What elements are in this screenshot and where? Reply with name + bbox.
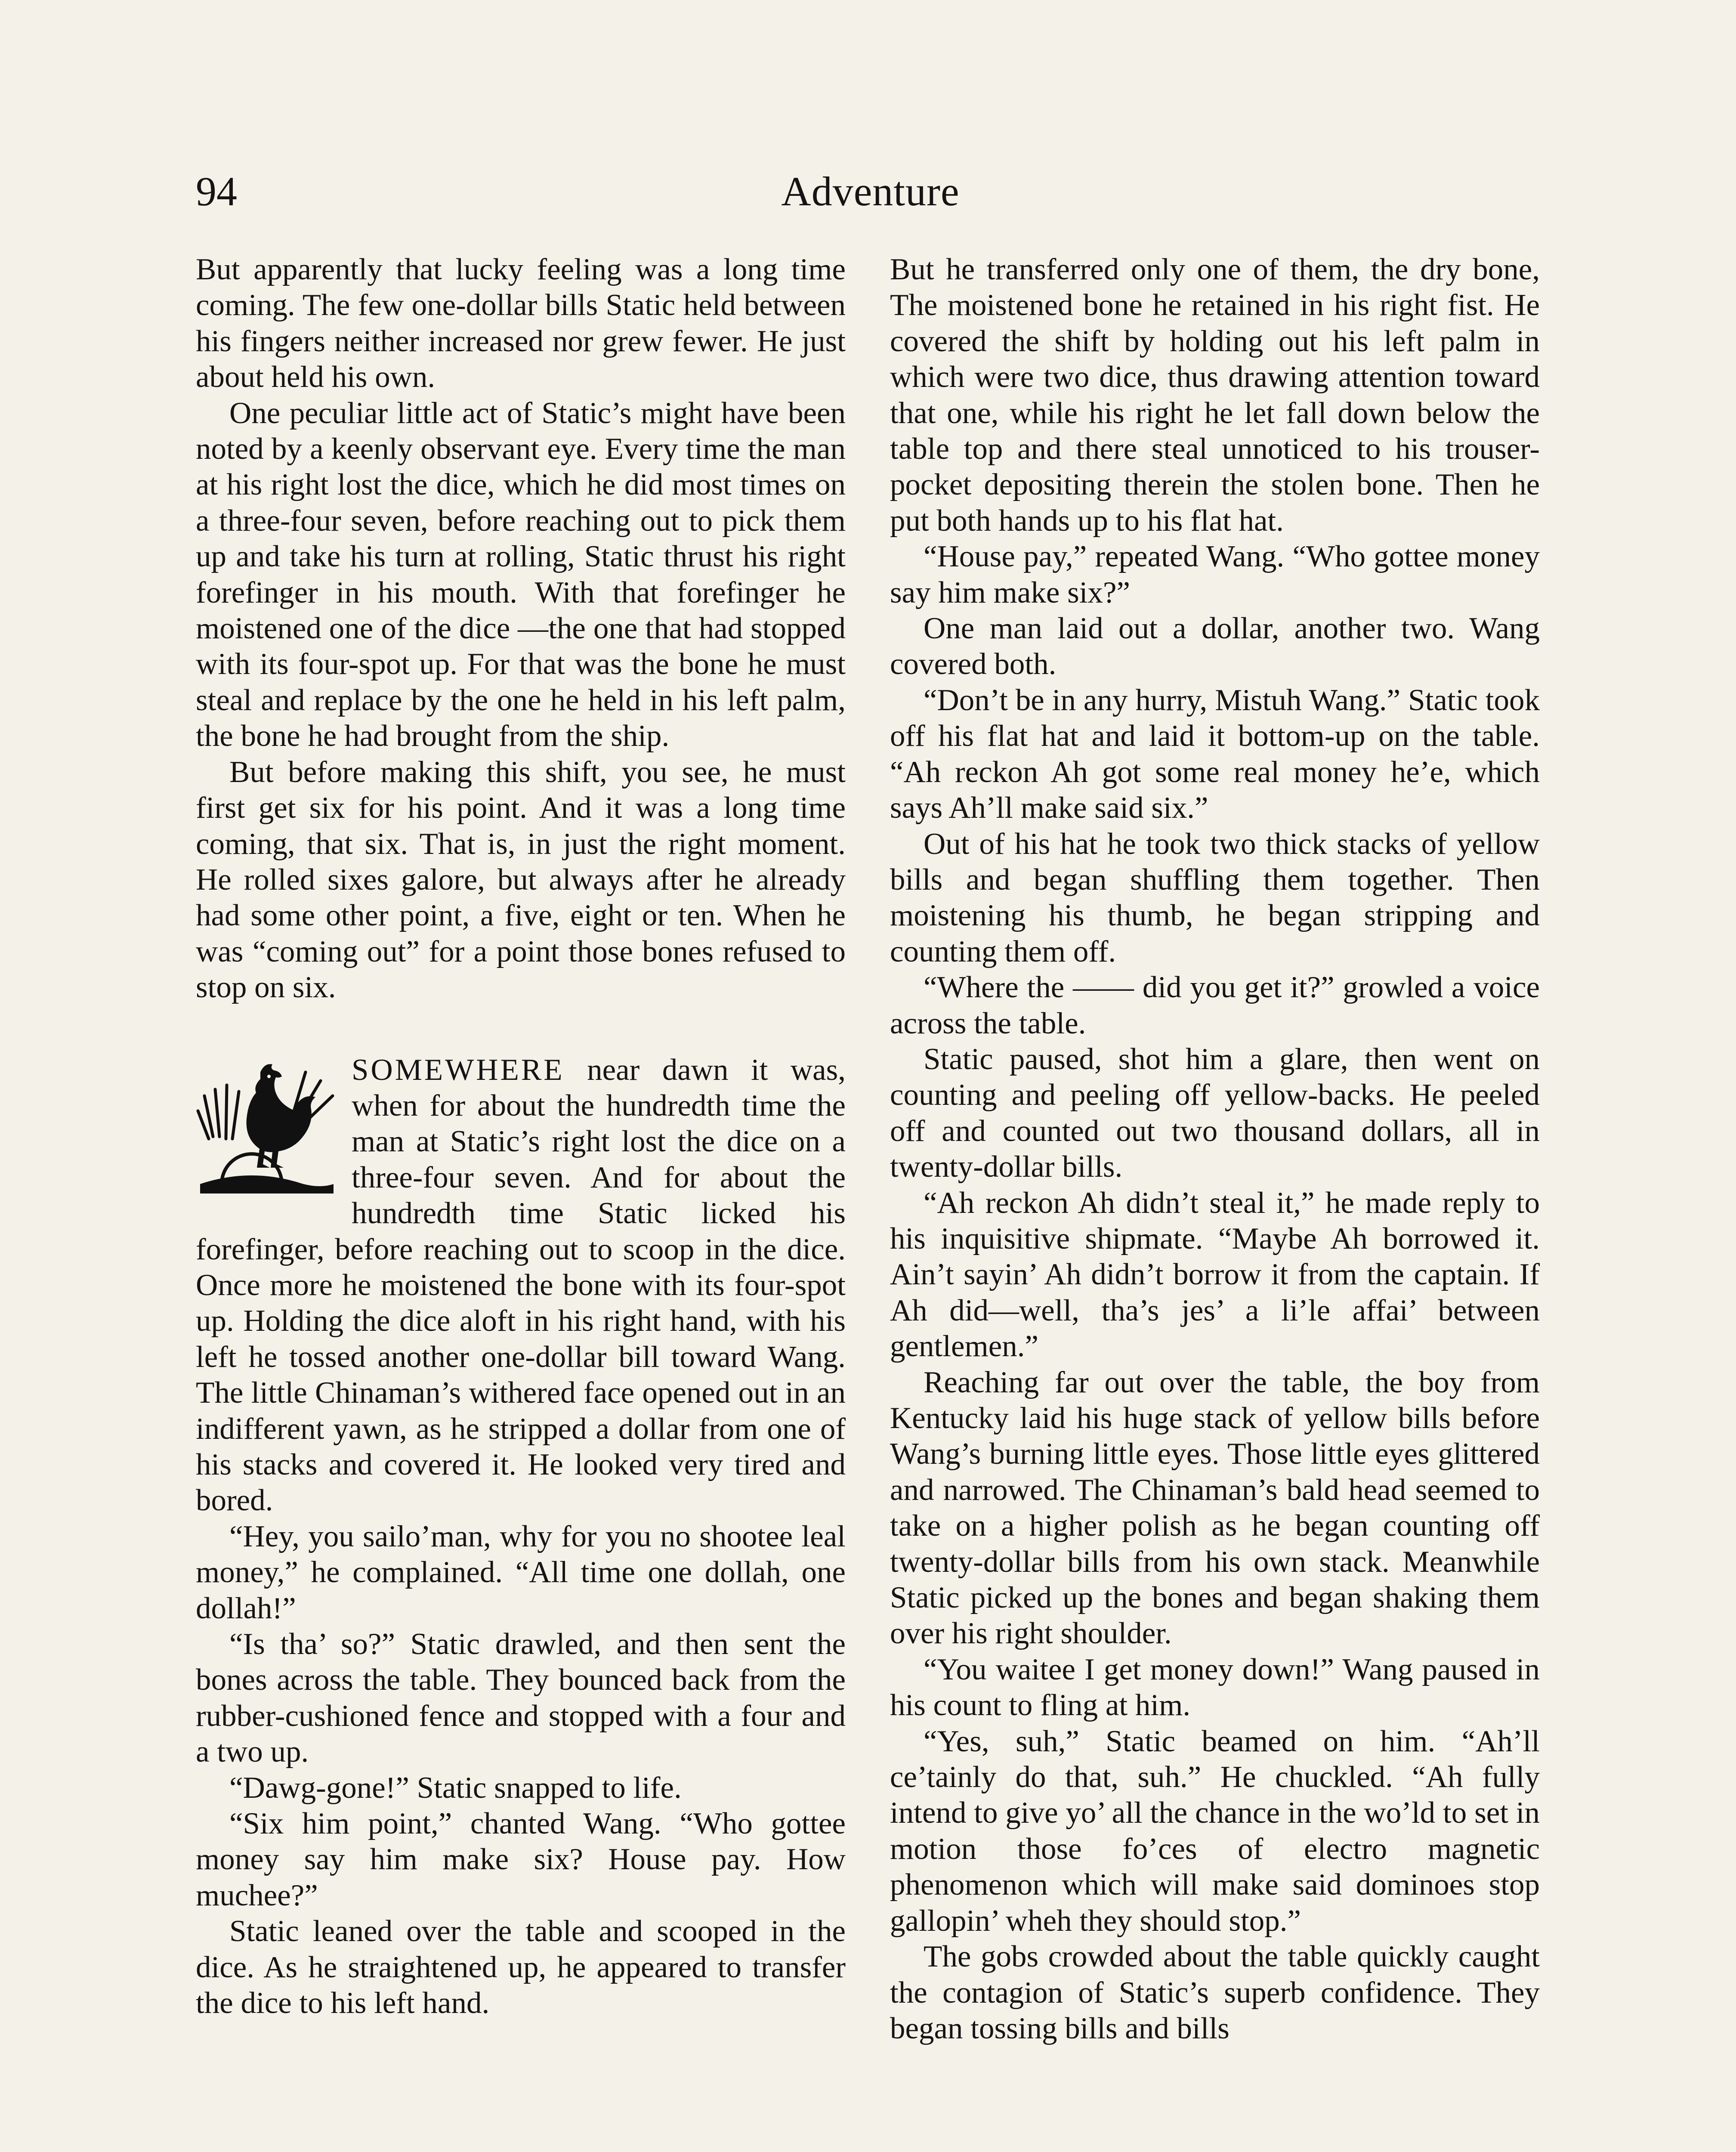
paragraph: Out of his hat he took two thick stacks of yellow bills and began shuffling them together. Then moistening his thumb, he began stripping and counting them off. [890, 827, 1540, 968]
paragraph: But apparently that lucky feeling was a long time coming. The few one-dollar bills Static held between his fingers neither increased nor grew fewer. He just about held his own. [196, 253, 846, 394]
page-header [196, 161, 1545, 222]
paragraph: “Yes, suh,” Static beamed on him. “Ah’ll ce’tainly do that, suh.” He chuckled. “Ah fully intend to give yo’ all the chance in the wo’ld to set in motion those fo’ces of electro magnetic phenomenon which will make said dominoes stop gallopin’ wheh they should stop.” [890, 1724, 1540, 1938]
paragraph: “Is tha’ so?” Static drawled, and then sent the bones across the table. They bounced back from the rubber-cushioned fence and stopped with a four and a two up. [196, 1627, 846, 1769]
paragraph: “Six him point,” chanted Wang. “Who gottee money say him make six? House pay. How muchee?” [196, 1807, 846, 1912]
paragraph: “Ah reckon Ah didn’t steal it,” he made reply to his inquisitive shipmate. “Maybe Ah borrowed it. Ain’t sayin’ Ah didn’t borrow it from the captain. If Ah did—well, tha’s jes’ a li’le affai’ between gentlemen.” [890, 1186, 1540, 1364]
paragraph: “You waitee I get money down!” Wang paused in his count to fling at him. [890, 1652, 1540, 1722]
paragraph: Static leaned over the table and scooped in the dice. As he straightened up, he appeared to transfer the dice to his left hand. [196, 1914, 846, 2020]
paragraph: “House pay,” repeated Wang. “Who gottee money say him make six?” [890, 540, 1540, 609]
paragraph: “Dawg-gone!” Static snapped to life. [229, 1771, 682, 1805]
section-opening: SOMEWHERE [352, 1053, 565, 1087]
paragraph: One man laid out a dollar, another two. Wang covered both. [890, 612, 1540, 681]
left-column [196, 252, 846, 2022]
page-number: 94 [196, 168, 237, 214]
right-column [890, 252, 1540, 2047]
paragraph: Reaching far out over the table, the boy from Kentucky laid his huge stack of yellow bills before Wang’s burning little eyes. Those little eyes glittered and narrowed. The Chinaman’s bald head seemed to take on a higher polish as he began counting off twenty-dollar bills from his own stack. Meanwhile Static picked up the bones and began shaking them over his right shoulder. [890, 1365, 1540, 1651]
running-title: Adventure [781, 168, 960, 214]
paragraph: The gobs crowded about the table quickly caught the contagion of Static’s superb confidence. They began tossing bills and bills [890, 1940, 1540, 2045]
paragraph: “Where the —— did you get it?” growled a voice across the table. [890, 971, 1540, 1040]
paragraph: “Don’t be in any hurry, Mistuh Wang.” Static took off his flat hat and laid it bottom-up on the table. “Ah reckon Ah got some real money he’e, which says Ah’ll make said six.” [890, 683, 1540, 825]
rooster-ornament-icon [196, 1055, 338, 1198]
paragraph: But he transferred only one of them, the dry bone, The moistened bone he retained in his right fist. He covered the shift by holding out his left palm in which were two dice, thus drawing attention toward that one, while his right he let fall down below the table top and there steal unnoticed to his trouser-pocket depositing therein the stolen bone. Then he put both hands up to his flat hat. [890, 253, 1540, 538]
paragraph: But before making this shift, you see, he must first get six for his point. And it was a long time coming, that six. That is, in just the right moment. He rolled sixes galore, but always after he already had some other point, a five, eight or ten. When he was “coming out” for a point those bones refused to stop on six. [196, 755, 846, 1005]
section-break [196, 1006, 846, 1052]
paragraph-text: near dawn it was, when for about the hundredth time the man at Static’s right lost the dice on a three-four seven. And for about the hundredth time Static licked his forefinger, before reaching out to scoop in the dice. Once more he moistened the bone with its four-spot up. Holding the dice aloft in his right hand, with his left he tossed another one-dollar bill toward Wang. The little Chinaman’s withered face opened out in an indifferent yawn, as he stripped a dollar from one of his stacks and covered it. He looked very tired and bored. [196, 1053, 846, 1518]
paragraph: One peculiar little act of Static’s might have been noted by a keenly observant eye. Every time the man at his right lost the dice, which he did most times on a three-four seven, before reaching out to pick them up and take his turn at rolling, Static thrust his right forefinger in his mouth. With that forefinger he moistened one of the dice —the one that had stopped with its four-spot up. For that was the bone he must steal and replace by the one he held in his left palm, the bone he had brought from the ship. [196, 396, 846, 753]
paragraph: Static paused, shot him a glare, then went on counting and peeling off yellow-backs. He peeled off and counted out two thousand dollars, all in twenty-dollar bills. [890, 1042, 1540, 1184]
paragraph: “Hey, you sailo’man, why for you no shootee leal money,” he complained. “All time one dollah, one dollah!” [196, 1519, 846, 1625]
paragraph [196, 1052, 846, 1519]
